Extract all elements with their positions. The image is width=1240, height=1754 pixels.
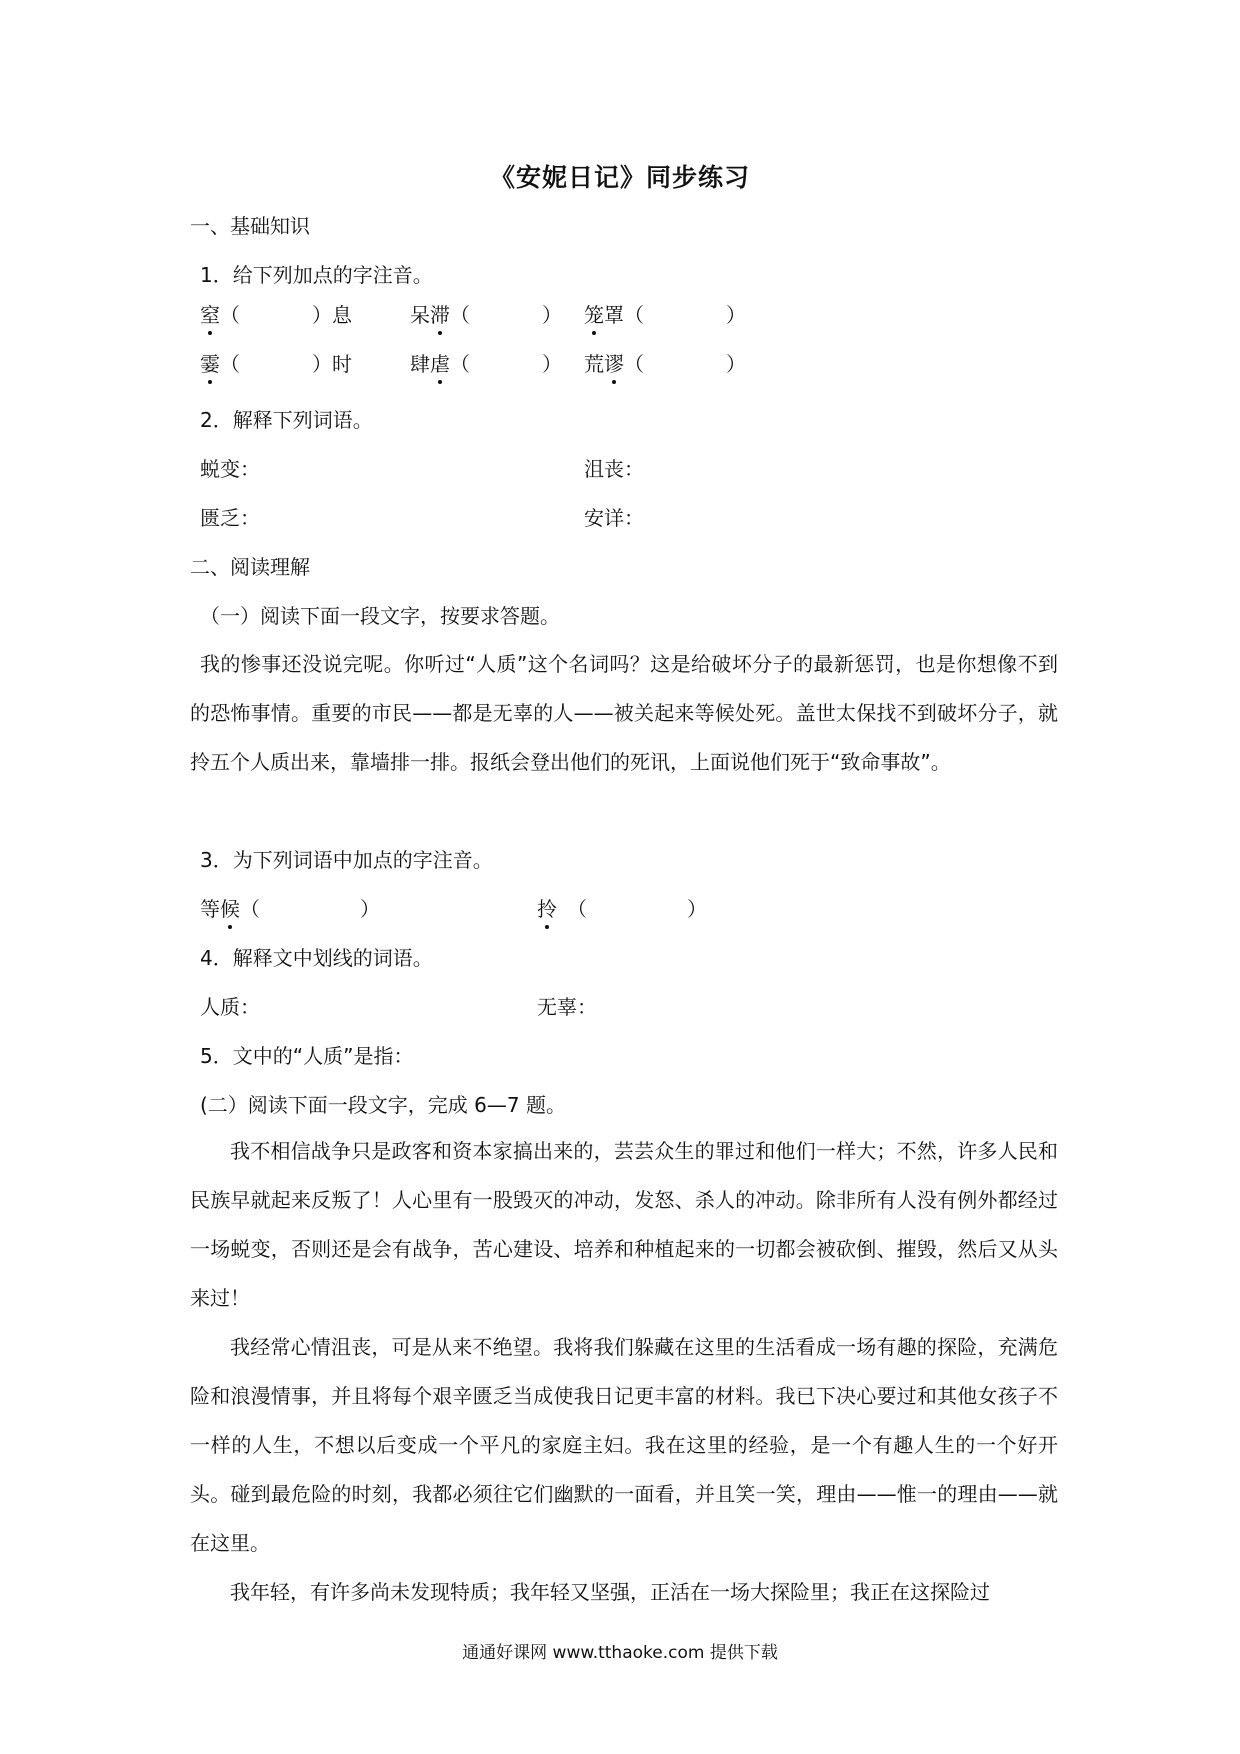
q2-term-1: 蜕变： (200, 457, 260, 481)
question-2: 2．解释下列词语。 (200, 408, 373, 432)
q2-term-4: 安详： (584, 506, 644, 530)
section-reading: 二、阅读理解 (190, 555, 310, 579)
q1-item-2: 呆滞（ ） (410, 303, 562, 327)
q1-item-1: 窒（ ）息 (200, 303, 352, 327)
q3-item-2: 拎 （ ） (537, 897, 707, 921)
q1-item-3: 笼罩（ ） (584, 303, 746, 327)
document-title: 《安妮日记》同步练习 (489, 163, 750, 192)
q1-item-4: 霎（ ）时 (200, 352, 352, 376)
passage-2-paragraph-2: 我经常心情沮丧，可是从来不绝望。我将我们躲藏在这里的生活看成一场有趣的探险，充满危险和浪漫情事，并且将每个艰辛匮乏当成使我日记更丰富的材料。我已下决心要过和其他女孩子不一样的人生，不想以后变成一个平凡的家庭主妇。我在这里的经验，是一个有趣人生的一个好开头。碰到最危险的时刻，我都必须往它们幽默的一面看，并且笑一笑，理由——惟一的理由——就在这里。 (190, 1335, 1058, 1555)
reading-part-2: (二）阅读下面一段文字，完成 6—7 题。 (200, 1093, 566, 1117)
question-1: 1．给下列加点的字注音。 (200, 263, 433, 287)
passage-2-paragraph-1: 我不相信战争只是政客和资本家搞出来的，芸芸众生的罪过和他们一样大；不然，许多人民和民族早就起来反叛了！人心里有一股毁灭的冲动，发怒、杀人的冲动。除非所有人没有例外都经过一场蜕变，否则还是会有战争，苦心建设、培养和种植起来的一切都会被砍倒、摧毁，然后又从头来过！ (190, 1139, 1058, 1310)
section-basic-knowledge: 一、基础知识 (190, 214, 310, 238)
passage-2-paragraph-3: 我年轻，有许多尚未发现特质；我年轻又坚强，正活在一场大探险里；我正在这探险过 (230, 1580, 990, 1604)
q3-item-1: 等候（ ） (200, 897, 380, 921)
q4-term-1: 人质： (200, 995, 260, 1019)
question-4: 4．解释文中划线的词语。 (200, 946, 433, 970)
q1-item-5: 肆虐（ ） (410, 352, 562, 376)
q4-term-2: 无辜： (537, 995, 597, 1019)
q2-term-3: 匮乏： (200, 506, 260, 530)
question-5: 5．文中的“人质”是指： (200, 1044, 414, 1068)
page-footer: 通通好课网 www.tthaoke.com 提供下载 (462, 1643, 778, 1663)
question-3: 3．为下列词语中加点的字注音。 (200, 848, 493, 872)
q2-term-2: 沮丧： (584, 457, 644, 481)
passage-1: 我的惨事还没说完呢。你听过“人质”这个名词吗？这是给破坏分子的最新惩罚，也是你想像不到的恐怖事情。重要的市民——都是无辜的人——被关起来等候处死。盖世太保找不到破坏分子，就拎五个人质出来，靠墙排一排。报纸会登出他们的死讯，上面说他们死于“致命事故”。 (190, 652, 1058, 774)
q1-item-6: 荒谬（ ） (584, 352, 746, 376)
reading-part-1: （一）阅读下面一段文字，按要求答题。 (200, 604, 560, 628)
